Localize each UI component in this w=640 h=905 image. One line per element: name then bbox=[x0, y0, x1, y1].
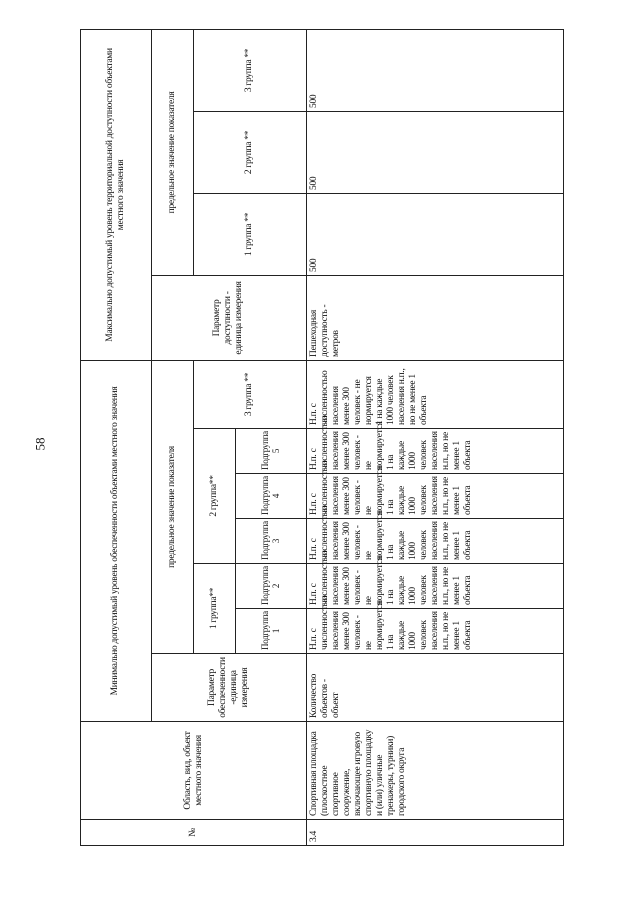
row-access-group-3: 500 bbox=[307, 29, 564, 111]
header-subgroup-5: Подгруппа 5 bbox=[236, 429, 307, 474]
header-area: Область, вид, объект местного значения bbox=[81, 722, 307, 820]
row-subgroup-5: Н.п. с численностью населения менее 300 человек - не нормируется 1 на каждые 1000 человек населения н.п., но не менее 1 объекта bbox=[307, 429, 564, 474]
row-access-group-2: 500 bbox=[307, 111, 564, 193]
row-object: Спортивная площадка (плоскостное спортивное сооружение, включающее игровую спортивную площадку и (или) уличные тренажеры, турники) городского округа bbox=[307, 722, 564, 820]
row-number: 3.4 bbox=[307, 820, 564, 846]
header-limit-value-min: предельное значение показателя bbox=[151, 360, 193, 653]
row-param-access: Пешеходная доступность - метров bbox=[307, 275, 564, 360]
standards-table bbox=[80, 29, 564, 846]
row-subgroup-4: Н.п. с численностью населения менее 300 человек - не нормируется 1 на каждые 1000 человек населения н.п., но не менее 1 объекта bbox=[307, 474, 564, 519]
header-subgroup-2: Подгруппа 2 bbox=[236, 564, 307, 609]
row-subgroup-3: Н.п. с численностью населения менее 300 человек - не нормируется 1 на каждые 1000 человек населения н.п., но не менее 1 объекта bbox=[307, 519, 564, 564]
header-param-access: Параметр доступности - единица измерения bbox=[151, 275, 306, 360]
header-subgroup-3: Подгруппа 3 bbox=[236, 519, 307, 564]
header-min-level: Минимально допустимый уровень обеспеченности объектами местного значения bbox=[81, 360, 152, 721]
table-container bbox=[80, 30, 564, 846]
header-group-3: 3 группа ** bbox=[193, 360, 306, 428]
header-group-1: 1 группа** bbox=[193, 564, 235, 654]
row-param-supply: Количество объектов - объект bbox=[307, 654, 564, 722]
header-subgroup-1: Подгруппа 1 bbox=[236, 609, 307, 654]
header-group-2: 2 группа** bbox=[193, 429, 235, 564]
table-row bbox=[307, 29, 564, 845]
row-access-group-1: 500 bbox=[307, 193, 564, 275]
header-subgroup-4: Подгруппа 4 bbox=[236, 474, 307, 519]
header-max-level: Максимально допустимый уровень территориальной доступности объектами местного значения bbox=[81, 29, 152, 360]
row-subgroup-2: Н.п. с численностью населения менее 300 человек - не нормируется 1 на каждые 1000 человек населения н.п., но не менее 1 объекта bbox=[307, 564, 564, 609]
header-access-group-1: 1 группа ** bbox=[193, 193, 306, 275]
row-group-3: Н.п. с численностью населения менее 300 человек - не нормируется 1 на каждые 1000 человек населения н.п., но не менее 1 объекта bbox=[307, 360, 564, 428]
header-access-group-3: 3 группа ** bbox=[193, 29, 306, 111]
header-access-group-2: 2 группа ** bbox=[193, 111, 306, 193]
header-param-supply: Параметр обеспеченности -единица измерения bbox=[151, 654, 306, 722]
row-subgroup-1: Н.п. с численностью населения менее 300 человек - не нормируется 1 на каждые 1000 человек населения н.п., но не менее 1 объекта bbox=[307, 609, 564, 654]
rotated-table-frame bbox=[80, 30, 564, 846]
header-limit-value-max: предельное значение показателя bbox=[151, 29, 193, 275]
header-number: № bbox=[81, 820, 307, 846]
page-number: 58 bbox=[32, 437, 48, 451]
